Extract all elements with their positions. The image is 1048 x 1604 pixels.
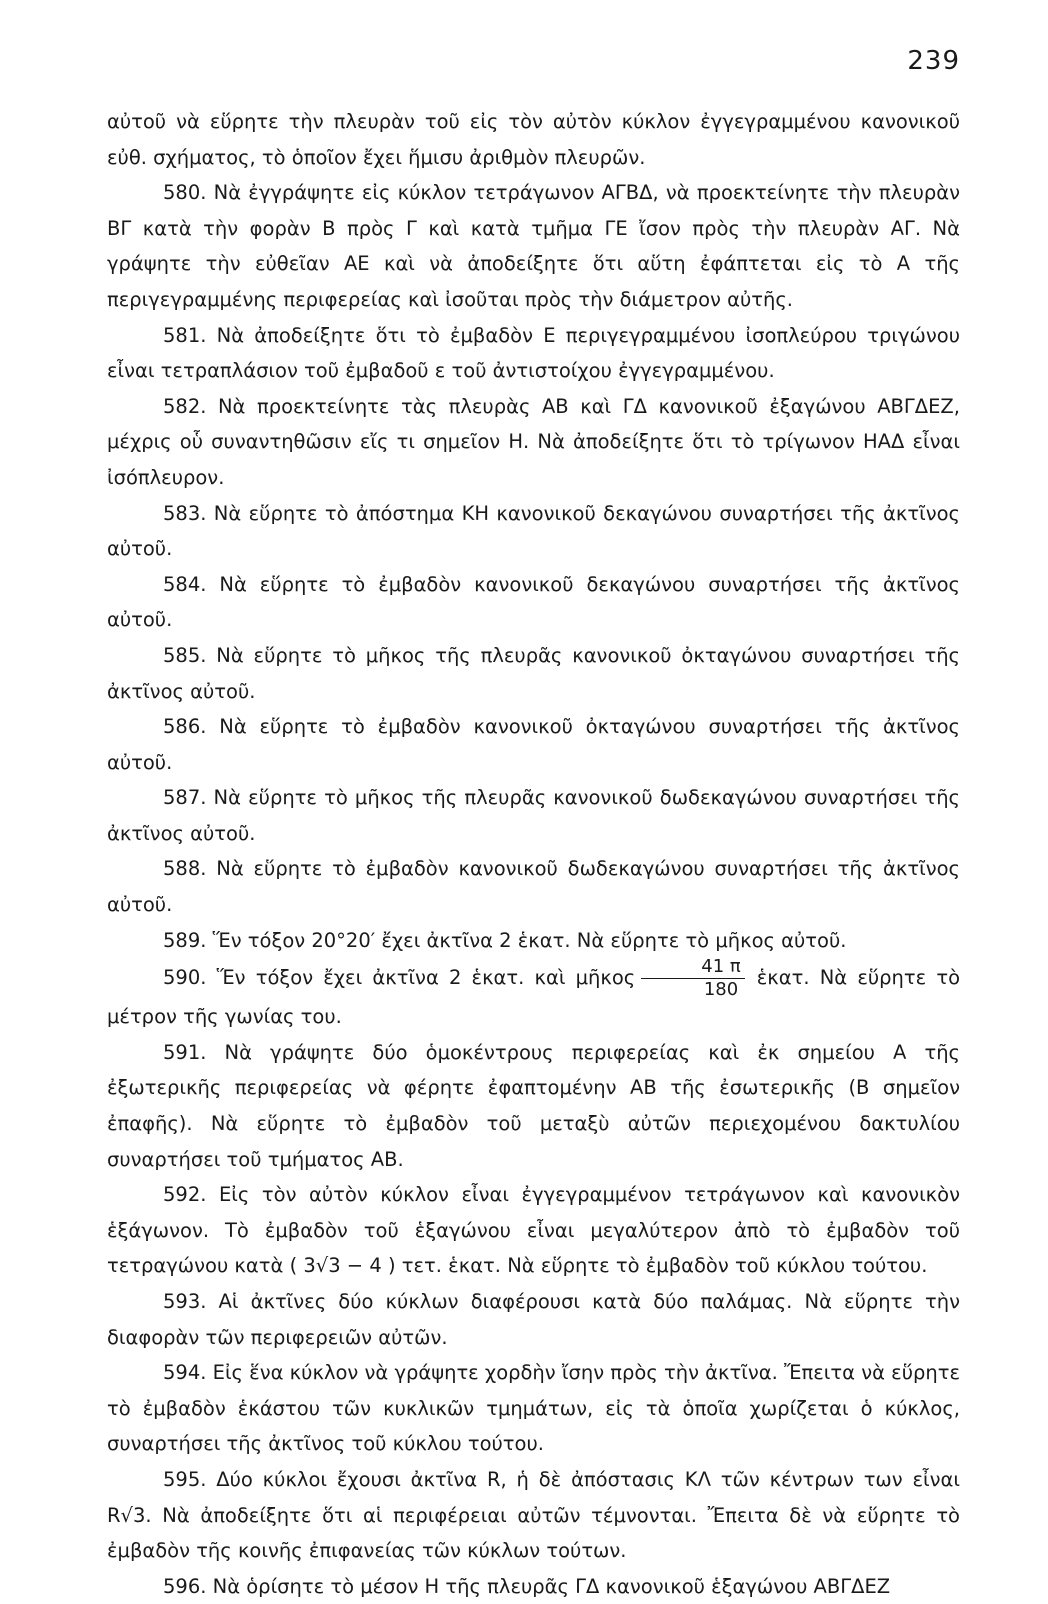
exercise-587: 587. Νὰ εὕρητε τὸ μῆκος τῆς πλευρᾶς κανονικοῦ δωδεκαγώνου συναρτήσει τῆς ἀκτῖνος αὐτοῦ.: [107, 786, 960, 845]
page-number: 239: [907, 46, 960, 76]
fraction: [641, 958, 744, 999]
exercise-584: 584. Νὰ εὕρητε τὸ ἐμβαδὸν κανονικοῦ δεκαγώνου συναρτήσει τῆς ἀκτῖνος αὐτοῦ.: [107, 572, 960, 632]
fraction-numerator: 41 π: [701, 956, 741, 978]
exercise-list: [107, 104, 960, 1604]
exercise-582: 582. Νὰ προεκτείνητε τὰς πλευρὰς ΑΒ καὶ ΓΔ κανονικοῦ ἐξαγώνου ΑΒΓΔΕΖ, μέχρις οὗ συναντηθῶσιν εἴς τι σημεῖον Η. Νὰ ἀποδείξητε ὅτι τὸ τρίγωνον ΗΑΔ εἶναι ἰσόπλευρον.: [107, 394, 960, 489]
exercise-590-before: 590. Ἕν τόξον ἔχει ἀκτῖνα 2 ἑκατ. καὶ μῆκος: [163, 966, 636, 990]
exercise-583: 583. Νὰ εὕρητε τὸ ἀπόστημα ΚΗ κανονικοῦ δεκαγώνου συναρτήσει τῆς ἀκτῖνος αὐτοῦ.: [107, 501, 960, 561]
exercise-590: [107, 958, 960, 1035]
exercise-593: 593. Αἱ ἀκτῖνες δύο κύκλων διαφέρουσι κατὰ δύο παλάμας. Νὰ εὕρητε τὴν διαφορὰν τῶν περιφερειῶν αὐτῶν.: [107, 1290, 960, 1349]
exercise-585: 585. Νὰ εὕρητε τὸ μῆκος τῆς πλευρᾶς κανονικοῦ ὀκταγώνου συναρτήσει τῆς ἀκτῖνος αὐτοῦ.: [107, 643, 960, 703]
exercise-581: 581. Νὰ ἀποδείξητε ὅτι τὸ ἐμβαδὸν Ε περιγεγραμμένου ἰσοπλεύρου τριγώνου εἶναι τετραπλάσιον τοῦ ἐμβαδοῦ ε τοῦ ἀντιστοίχου ἐγγεγραμμένου.: [107, 323, 960, 383]
exercise-596: 596. Νὰ ὁρίσητε τὸ μέσον Η τῆς πλευρᾶς ΓΔ κανονικοῦ ἑξαγώνου ΑΒΓΔΕΖ: [163, 1574, 891, 1598]
exercise-591: 591. Νὰ γράψητε δύο ὁμοκέντρους περιφερείας καὶ ἐκ σημείου Α τῆς ἐξωτερικῆς περιφερείας νὰ φέρητε ἐφαπτομένην ΑΒ τῆς ἐσωτερικῆς (Β σημεῖον ἐπαφῆς). Νὰ εὕρητε τὸ ἐμβαδὸν τοῦ μεταξὺ αὐτῶν περιεχομένου δακτυλίου συναρτήσει τοῦ τμήματος ΑΒ.: [107, 1040, 960, 1171]
exercise-594: 594. Εἰς ἕνα κύκλον νὰ γράψητε χορδὴν ἴσην πρὸς τὴν ἀκτῖνα. Ἔπειτα νὰ εὕρητε τὸ ἐμβαδὸν ἑκάστου τῶν κυκλικῶν τμημάτων, εἰς τὰ ὁποῖα χωρίζεται ὁ κύκλος, συναρτήσει τῆς ἀκτῖνος τοῦ κύκλου τούτου.: [107, 1361, 960, 1456]
exercise-588: 588. Νὰ εὕρητε τὸ ἐμβαδὸν κανονικοῦ δωδεκαγώνου συναρτήσει τῆς ἀκτῖνος αὐτοῦ.: [107, 857, 960, 917]
exercise-595: 595. Δύο κύκλοι ἔχουσι ἀκτῖνα R, ἡ δὲ ἀπόστασις ΚΛ τῶν κέντρων των εἶναι R√3. Νὰ ἀποδείξητε ὅτι αἱ περιφέρειαι αὐτῶν τέμνονται. Ἔπειτα δὲ νὰ εὕρητε τὸ ἐμβαδὸν τῆς κοινῆς ἐπιφανείας τῶν κύκλων τούτων.: [107, 1467, 960, 1563]
exercise-586: 586. Νὰ εὕρητε τὸ ἐμβαδὸν κανονικοῦ ὀκταγώνου συναρτήσει τῆς ἀκτῖνος αὐτοῦ.: [107, 715, 960, 774]
exercise-paragraph: αὐτοῦ νὰ εὕρητε τὴν πλευρὰν τοῦ εἰς τὸν αὐτὸν κύκλον ἐγγεγραμμένου κανονικοῦ εὐθ. σχήματος, τὸ ὁποῖον ἔχει ἥμισυ ἀριθμὸν πλευρῶν.: [107, 110, 960, 169]
exercise-580: 580. Νὰ ἐγγράψητε εἰς κύκλον τετράγωνον ΑΓΒΔ, νὰ προεκτείνητε τὴν πλευρὰν ΒΓ κατὰ τὴν φορὰν Β πρὸς Γ καὶ κατὰ τμῆμα ΓΕ ἴσον πρὸς τὴν πλευρὰν ΑΓ. Νὰ γράψητε τὴν εὐθεῖαν ΑΕ καὶ νὰ ἀποδείξητε ὅτι αὕτη ἐφάπτεται εἰς τὸ Α τῆς περιγεγραμμένης περιφερείας καὶ ἰσοῦται πρὸς τὴν διάμετρον αὐτῆς.: [107, 181, 960, 311]
exercise-590-after: ἑκατ. Νὰ εὕρητε τὸ μέτρον τῆς γωνίας του.: [107, 966, 961, 1029]
exercise-589: 589. Ἕν τόξον 20°20′ ἔχει ἀκτῖνα 2 ἑκατ. Νὰ εὕρητε τὸ μῆκος αὐτοῦ.: [163, 928, 847, 952]
fraction-denominator: 180: [641, 978, 744, 999]
exercise-592: 592. Εἰς τὸν αὐτὸν κύκλον εἶναι ἐγγεγραμμένον τετράγωνον καὶ κανονικὸν ἑξάγωνον. Τὸ ἐμβαδὸν τοῦ ἑξαγώνου εἶναι μεγαλύτερον ἀπὸ τὸ ἐμβαδὸν τοῦ τετραγώνου κατὰ ( 3√3 − 4 ) τετ. ἑκατ. Νὰ εὕρητε τὸ ἐμβαδὸν τοῦ κύκλου τούτου.: [107, 1183, 960, 1278]
